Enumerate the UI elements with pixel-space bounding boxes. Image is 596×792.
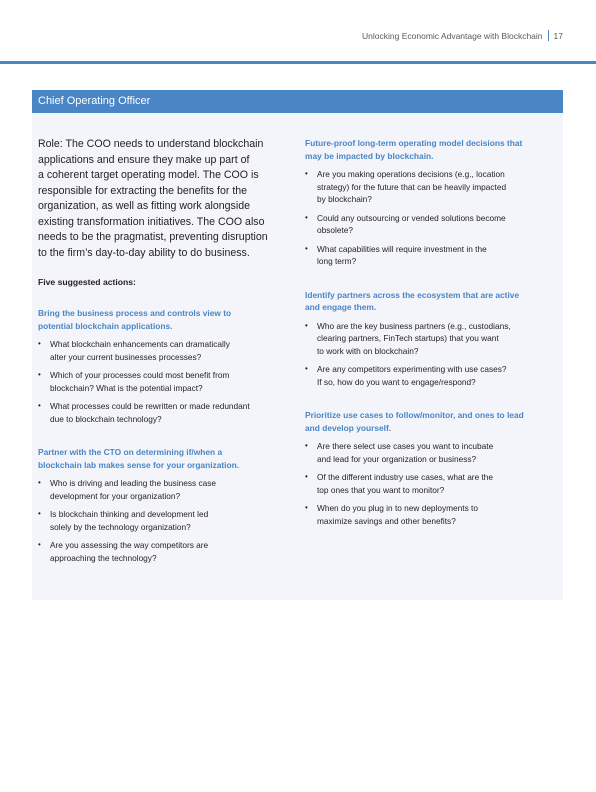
role-line: a coherent target operating model. The COO is [38, 169, 259, 181]
header-separator [548, 30, 549, 41]
list-item-line: • Could any outsourcing or vended solutions become [317, 212, 506, 223]
left-column [38, 137, 288, 570]
list-item [38, 369, 288, 394]
coo-panel [32, 90, 563, 600]
section-title-line: potential blockchain applications. [38, 320, 173, 331]
list-item-line: • What processes could be rewritten or made redundant [50, 401, 250, 411]
list-item-line: approaching the technology? [50, 552, 157, 563]
bullet-list [305, 168, 545, 268]
list-item-line: development for your organization? [50, 490, 181, 501]
section-title [305, 289, 545, 314]
right-column [305, 137, 545, 533]
section-title-line: Prioritize use cases to follow/monitor, and ones to lead [305, 410, 524, 420]
section-title [38, 446, 288, 471]
list-item [38, 508, 288, 533]
list-item-line: • Of the different industry use cases, what are the [317, 472, 494, 482]
running-header [362, 30, 563, 41]
list-item-line: top ones that you want to monitor? [317, 484, 445, 495]
list-item-line: • Are you making operations decisions (e.g., location [317, 169, 505, 179]
role-line: Role: The COO needs to understand blockchain [38, 138, 264, 150]
list-item-line: • Are you assessing the way competitors are [50, 540, 209, 550]
list-item-line: If so, how do you want to engage/respond? [317, 376, 476, 387]
list-item [305, 502, 545, 527]
role-line: applications and ensure they make up part of [38, 153, 250, 166]
list-item [305, 168, 545, 206]
list-item-line: • Are any competitors experimenting with use cases? [317, 364, 507, 374]
list-item [305, 440, 545, 465]
list-item [38, 477, 288, 502]
list-item-line: • Who are the key business partners (e.g., custodians, [317, 320, 511, 331]
bullet-list [38, 338, 288, 425]
bullet-list [305, 440, 545, 527]
list-item-line: • Which of your processes could most benefit from [50, 370, 230, 380]
role-line: needs to be the pragmatist, preventing disruption [38, 231, 268, 243]
list-item-line: • What blockchain enhancements can dramatically [50, 339, 230, 349]
list-item-line: strategy) for the future that can be heavily impacted [317, 181, 507, 192]
list-item-line: maximize savings and other benefits? [317, 515, 456, 526]
list-item-line: by blockchain? [317, 194, 372, 204]
role-description [38, 137, 288, 261]
top-rule [0, 61, 596, 64]
list-item [38, 400, 288, 425]
list-item-line: solely by the technology organization? [50, 521, 191, 532]
list-item-line: blockchain? What is the potential impact? [50, 382, 203, 393]
list-item [305, 320, 545, 358]
list-item-line: • When do you plug in to new deployments to [317, 503, 478, 513]
running-header-title: Unlocking Economic Advantage with Blockchain [362, 30, 543, 41]
list-item-line: • Is blockchain thinking and development led [50, 509, 209, 519]
bullet-list [38, 477, 288, 564]
section-title-line: may be impacted by blockchain. [305, 150, 434, 161]
section-title-line: and engage them. [305, 302, 377, 312]
list-item [305, 363, 545, 388]
list-item-line: • What capabilities will require investment in the [317, 243, 487, 254]
list-item-line: clearing partners, FinTech startups) that you want [317, 333, 499, 343]
section-title-line: and develop yourself. [305, 422, 392, 433]
role-line: organization, as well as fitting work alongside [38, 200, 250, 212]
section-title [38, 307, 288, 332]
role-line: existing transformation initiatives. The COO also [38, 215, 265, 228]
list-item-line: and lead for your organization or business? [317, 453, 477, 464]
section-title-line: Future-proof long-term operating model decisions that [305, 138, 523, 148]
list-item-line: due to blockchain technology? [50, 413, 162, 424]
panel-title: Chief Operating Officer [32, 90, 563, 113]
list-item-line: • Are there select use cases you want to incubate [317, 441, 494, 451]
section-title-line: Identify partners across the ecosystem that are active [305, 289, 520, 300]
section-title [305, 409, 545, 434]
list-item-line: • Who is driving and leading the business case [50, 478, 217, 488]
page-number: 17 [553, 30, 563, 41]
role-line: to the firm’s day-to-day ability to do business. [38, 246, 250, 259]
list-item [38, 338, 288, 363]
section-title-line: blockchain lab makes sense for your organization. [38, 459, 240, 470]
list-item-line: alter your current businesses processes? [50, 351, 202, 362]
list-item-line: obsolete? [317, 225, 353, 235]
list-item [305, 471, 545, 496]
section-title [305, 137, 545, 162]
role-line: responsible for extracting the benefits for the [38, 184, 248, 197]
list-item [305, 212, 545, 237]
list-item [38, 539, 288, 564]
list-item-line: long term? [317, 256, 357, 266]
section-title-line: Bring the business process and controls view to [38, 308, 232, 318]
list-item-line: to work with on blockchain? [317, 345, 419, 356]
section-title-line: Partner with the CTO on determining if/when a [38, 447, 223, 457]
list-item [305, 243, 545, 268]
bullet-list [305, 320, 545, 389]
five-actions-label: Five suggested actions: [38, 277, 136, 287]
